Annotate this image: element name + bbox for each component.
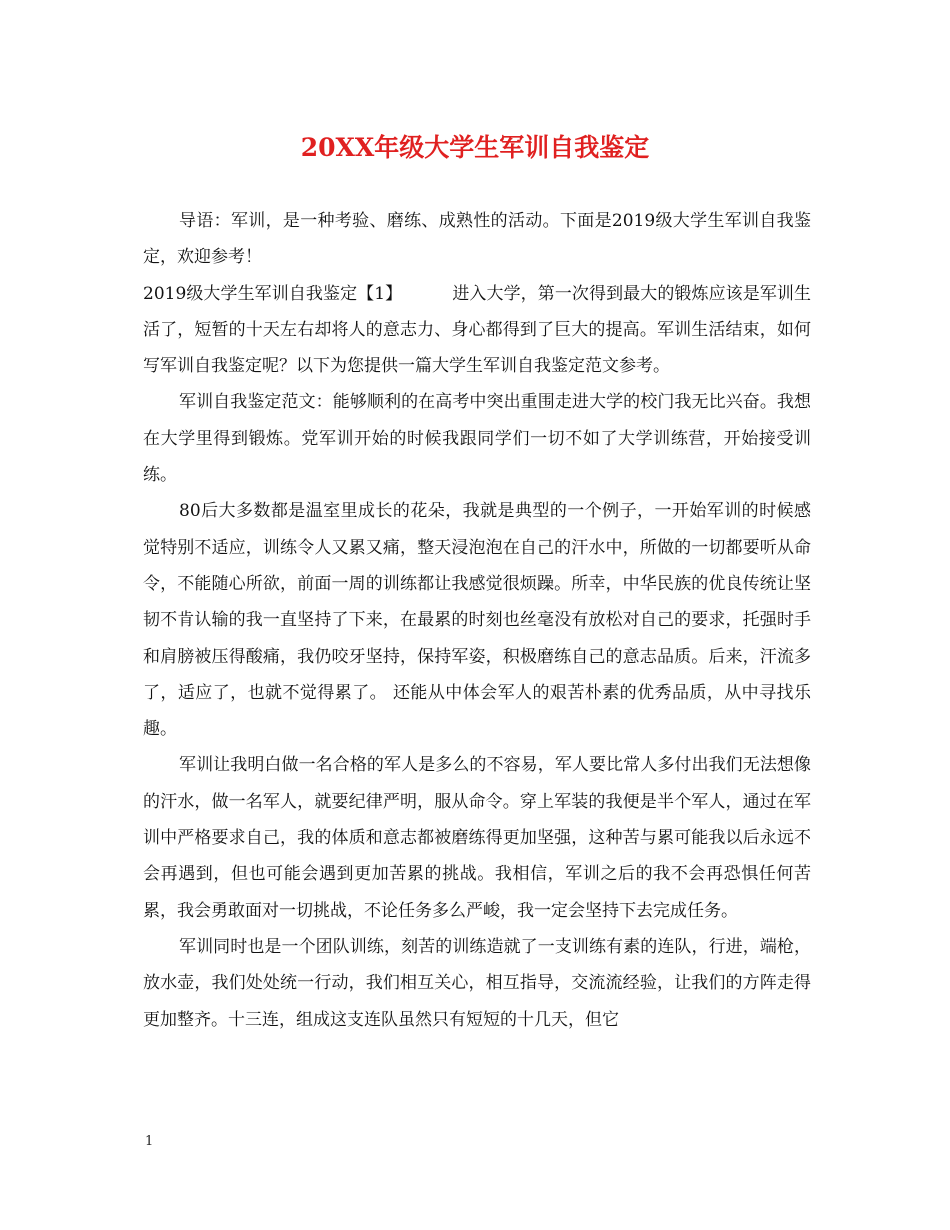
section-heading: 2019级大学生军训自我鉴定【1】 xyxy=(143,283,403,304)
document-title: 20XX年级大学生军训自我鉴定 xyxy=(300,133,650,162)
body-paragraph-3: 军训让我明白做一名合格的军人是多么的不容易，军人要比常人多付出我们无法想像的汗水，做一名军人，就要纪律严明，服从命令。穿上军装的我便是半个军人，通过在军训中严格要求自己，我的体质和意志都被磨练得更加坚强，这种苦与累可能我以后永远不会再遇到，但也可能会遇到更加苦累的挑战。我相信，军训之后的我不会再恐惧任何苦累，我会勇敢面对一切挑战，不论任务多么严峻，我一定会坚持下去完成任务。 xyxy=(143,755,811,921)
intro-paragraph: 导语：军训，是一种考验、磨练、成熟性的活动。下面是2019级大学生军训自我鉴定，欢迎参考！ xyxy=(143,211,811,268)
body-paragraph-4: 军训同时也是一个团队训练，刻苦的训练造就了一支训练有素的连队，行进，端枪，放水壶，我们处处统一行动，我们相互关心，相互指导，交流流经验，让我们的方阵走得更加整齐。十三连，组成这支连队虽然只有短短的十几天，但它 xyxy=(143,936,811,1030)
section-paragraph xyxy=(143,276,811,385)
page-number: 1 xyxy=(145,1134,154,1149)
section-intro: 进入大学，第一次得到最大的锻炼应该是军训生活了，短暂的十天左右却将人的意志力、身心都得到了巨大的提高。军训生活结束，如何写军训自我鉴定呢？以下为您提供一篇大学生军训自我鉴定范文参考。 xyxy=(143,283,811,377)
body-paragraph-1: 军训自我鉴定范文：能够顺利的在高考中突出重围走进大学的校门我无比兴奋。我想在大学里得到锻炼。党军训开始的时候我跟同学们一切不如了大学训练营，开始接受训练。 xyxy=(143,392,811,486)
body-paragraph-2: 80后大多数都是温室里成长的花朵，我就是典型的一个例子，一开始军训的时候感觉特别不适应，训练令人又累又痛，整天浸泡泡在自己的汗水中，所做的一切都要听从命令，不能随心所欲，前面一周的训练都让我感觉很烦躁。所幸，中华民族的优良传统让坚韧不肯认输的我一直坚持了下来，在最累的时刻也丝毫没有放松对自己的要求，托强时手和肩膀被压得酸痛，我仍咬牙坚持，保持军姿，积极磨练自己的意志品质。后来，汗流多了，适应了，也就不觉得累了。 还能从中体会军人的艰苦朴素的优秀品质，从中寻找乐趣。 xyxy=(143,501,811,740)
document-body xyxy=(143,203,811,1038)
